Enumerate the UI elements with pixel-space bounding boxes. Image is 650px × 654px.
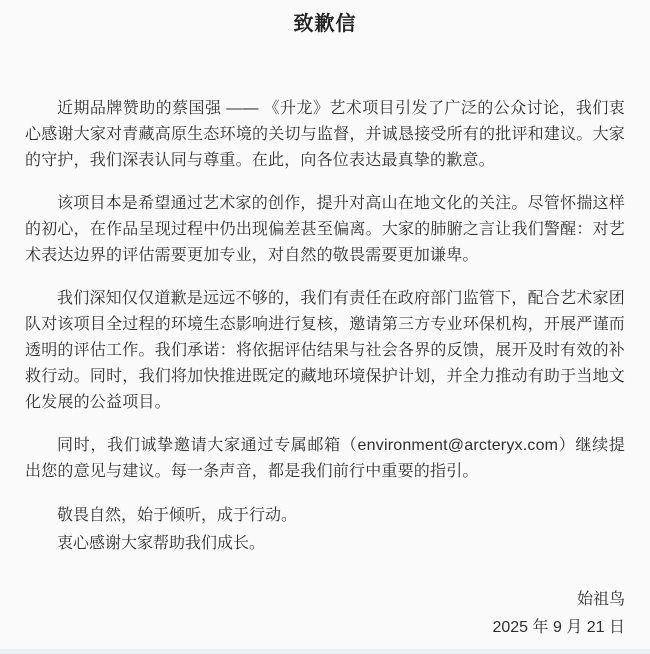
- closing-line-1: 敬畏自然，始于倾听，成于行动。: [57, 507, 298, 524]
- signature-company-name: 始祖鸟: [576, 591, 625, 608]
- letter-paragraph-3: 我们深知仅仅道歉是远远不够的，我们有责任在政府部门监管下，配合艺术家团队对该项目全过程的环境生态影响进行复核，邀请第三方专业环保机构，开展严谨而透明的评估工作。我们承诺：将依据评估结果与社会各界的反馈，展开及时有效的补救行动。同时，我们将加快推进既定的藏地环境保护计划，并全力推动有助于当地文化发展的公益项目。: [25, 290, 625, 411]
- letter-title: 致歉信: [293, 13, 357, 35]
- letter-closing: [25, 502, 625, 558]
- closing-line-2: 衷心感谢大家帮助我们成长。: [57, 535, 266, 552]
- signature-block: [492, 586, 625, 642]
- bottom-edge-strip: [0, 649, 650, 654]
- signature-date: 2025 年 9 月 21 日: [492, 619, 625, 636]
- letter-body: [25, 96, 625, 485]
- letter-paragraph-2: 该项目本是希望通过艺术家的创作，提升对高山在地文化的关注。尽管怀揣这样的初心，在作品呈现过程中仍出现偏差甚至偏离。大家的肺腑之言让我们警醒：对艺术表达边界的评估需要更加专业，对自然的敬畏需要更加谦卑。: [25, 195, 625, 264]
- letter-paragraph-4: 同时，我们诚挚邀请大家通过专属邮箱（environment@arcteryx.com）继续提出您的意见与建议。每一条声音，都是我们前行中重要的指引。: [25, 437, 625, 480]
- letter-paragraph-1: 近期品牌赞助的蔡国强 —— 《升龙》艺术项目引发了广泛的公众讨论，我们衷心感谢大家对青藏高原生态环境的关切与监督，并诚恳接受所有的批评和建议。大家的守护，我们深表认同与尊重。在此，向各位表达最真挚的歉意。: [25, 100, 625, 169]
